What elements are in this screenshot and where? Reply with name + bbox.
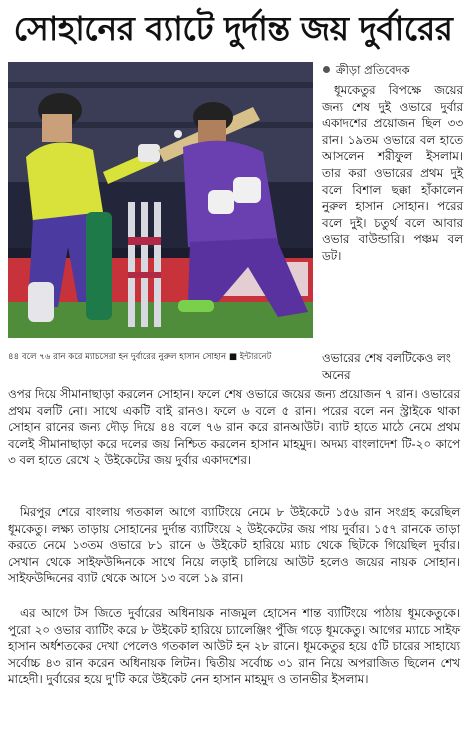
match-photo [8, 62, 313, 338]
caption-text: ৪৪ বলে ৭৬ রান করে ম্যাচসেরা হন দুর্বারের নুরুল হাসান সোহান [8, 352, 227, 362]
paragraph-2: মিরপুর শেরে বাংলায় গতকাল আগে ব্যাটিংয়ে নেমে ৮ উইকেটে ১৫৬ রান সংগ্রহ করেছিল ধূমকেতু। লক্ষ্য তাড়ায় সোহানের দুর্দান্ত ব্যাটিংয়ে ২ উইকেটের জয় পায় দুর্বার। ১৫৭ রানকে তাড়া করতে নেমে ১৩তম ওভারে ৮১ রানে ৬ উইকেট হারিয়ে ম্যাচ থেকে ছিটকে গিয়েছিল দুর্বার। সেখান থেকে সাইফউদ্দিনকে সাথে নিয়ে লড়াই চালিয়ে আউট হলেও জয়ের নায়ক সোহান। সাইফউদ্দিনের ব্যাট থেকে আসে ১৩ বলে ১৯ রান। [8, 505, 460, 586]
photo-credit: ইন্টারনেট [239, 352, 272, 362]
paragraph-3: এর আগে টস জিতে দুর্বারের অধিনায়ক নাজমুল হোসেন শান্ত ব্যাটিংয়ে পাঠায় ধূমকেতুকে। পুরো ২০ ওভার ব্যাটিং করে ৮ উইকেট হারিয়ে চ্যালেঞ্জিং পুঁজি গড়ে ধূমকেতু। আগের ম্যাচে সাইফ হাসান অর্ধশতকের দেখা পেলেও গতকাল আউট হন ২৮ রানে। ধূমকেতুর হয়ে ৫টি চারের সাহায্যে সর্বোচ্চ ৪৩ রান করেন অধিনায়ক লিটন। দ্বিতীয় সর্বোচ্চ ৩১ রান নিয়ে অপরাজিত ছিলেন শেখ মাহেদী। দুর্বারের হয়ে দু'টি করে উইকেট নেন হাসান মাহমুদ ও তানভীর ইসলাম। [8, 606, 460, 687]
photo-caption: ৪৪ বলে ৭৬ রান করে ম্যাচসেরা হন দুর্বারের নুরুল হাসান সোহান ■ ইন্টারনেট [8, 352, 272, 362]
byline [323, 62, 463, 79]
bullet-icon [323, 66, 330, 73]
stumps [128, 202, 161, 327]
byline-text: ক্রীড়া প্রতিবেদক [336, 63, 410, 77]
paragraph-1-continued: ওপর দিয়ে সীমানাছাড়া করলেন সোহান। ফলে শেষ ওভারে জয়ের জন্য প্রয়োজন ৭ রান। ওভারের প্রথম বলটি নো। সাথে একটি বাই রানও। ফলে ৬ বলে ৫ রান। পরের বলে নন স্ট্রাইকে থাকা সোহান রানের জন্য দৌড় দিয়ে ৪৪ বলে ৭৬ রান করে রানআউট। ব্যাট হাতে মাঠে নেমে প্রথম বলেই সীমানাছাড়া করে দলের জয় নিশ্চিত করলেন হাসান মাহমুদ। অদম্য বাংলাদেশ টি-২০ কাপে ৩ বল হাতে রেখে ২ উইকেটের জয় দুর্বার একাদশের। [8, 387, 460, 468]
headline: সোহানের ব্যাটে দুর্দান্ত জয় দুর্বারের [13, 9, 453, 48]
cricket-photo-illustration [8, 62, 313, 338]
paragraph-1-right-tail: ওভারের শেষ বলটিকেও লং অনের [322, 351, 451, 382]
paragraph-1-side-column: ধূমকেতুর বিপক্ষে জয়ের জন্য শেষ দুই ওভারে দুর্বার একাদশের প্রয়োজন ছিল ৩৩ রান। ১৯তম ওভারে বল হাতে আসলেন শরীফুল ইসলাম। তার করা ওভারের প্রথম দুই বলে বিশাল ছক্কা হাঁকালেন নুরুল হাসান সোহান। পরের বলে দুই। চতুর্থ বলে আবার ওভার বাউন্ডারি। পঞ্চম বল ডট। [322, 83, 463, 263]
ball [174, 130, 182, 138]
